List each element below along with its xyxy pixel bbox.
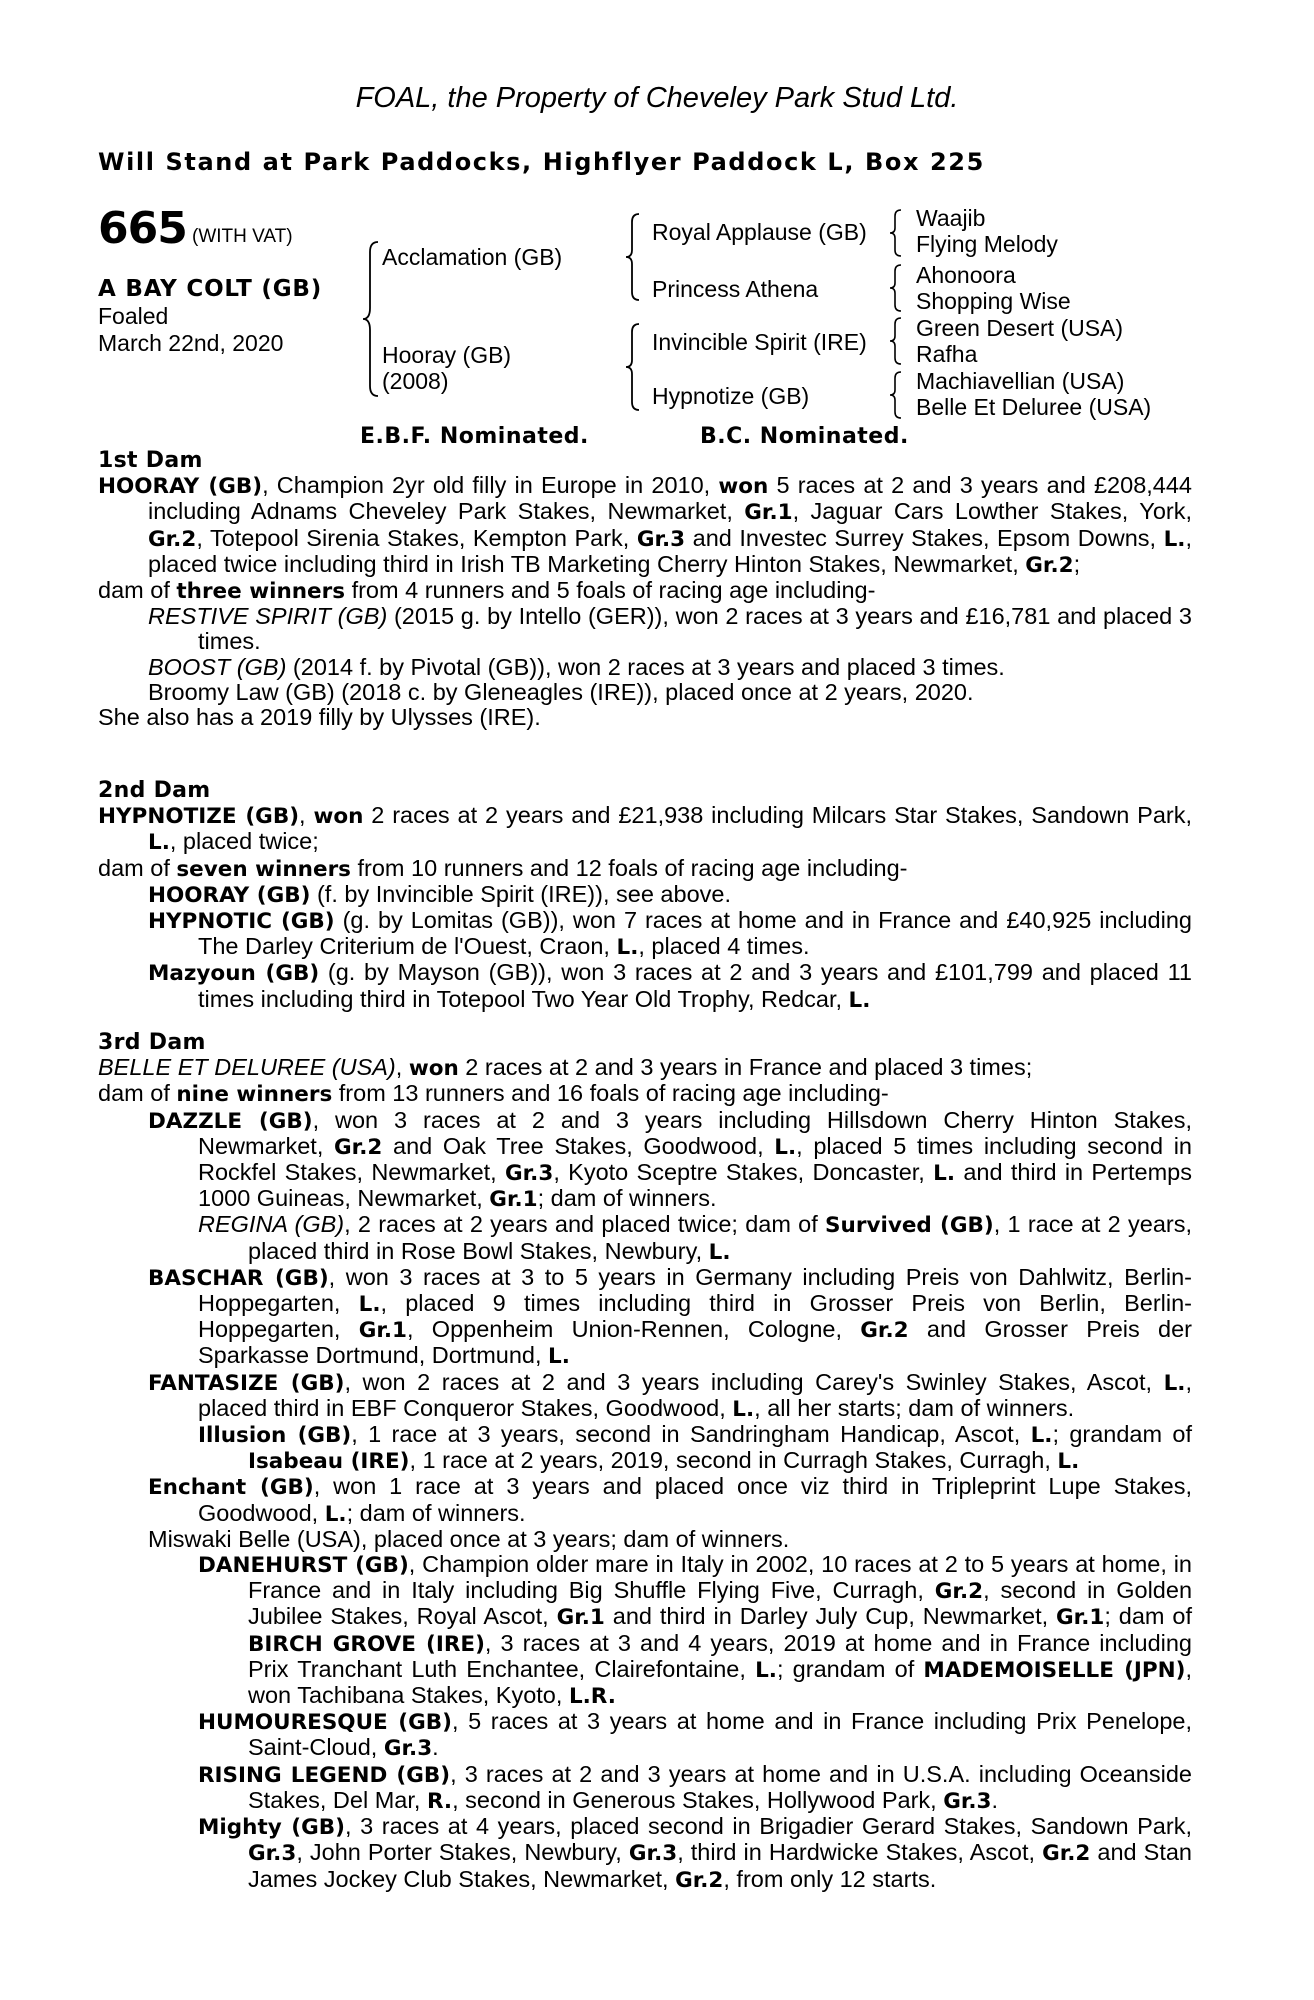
ancestor-1: Waajib <box>916 205 986 231</box>
vat-note: (WITH VAT) <box>192 226 293 247</box>
lot-number: 665 <box>98 203 187 254</box>
ancestor-2: Flying Melody <box>916 231 1058 257</box>
pedigree-brace-sire-dam <box>360 240 384 398</box>
offspring-rising-legend: RISING LEGEND (GB), 3 races at 2 and 3 years at home and in U.S.A. including Oceanside Stakes, Del Mar, R., second in Generous Stakes, Hollywood Park, Gr.3. <box>198 1760 1192 1814</box>
pedigree-brace-g2 <box>888 263 904 313</box>
second-dam-section <box>98 778 1192 1013</box>
offspring-danehurst: DANEHURST (GB), Champion older mare in Italy in 2002, 10 races at 2 to 5 years at home, in France and in Italy including Big Shuffle Flying Five, Curragh, Gr.2, second in Golden Jubilee Stakes, Royal Ascot, Gr.1 and third in Darley July Cup, Newmarket, Gr.1; dam of BIRCH GROVE (IRE), 3 races at 3 and 4 years, 2019 at home and in France including Prix Tranchant Luth Enchantee, Clairefontaine, L.; grandam of MADEMOISELLE (JPN), won Tachibana Stakes, Kyoto, L.R. <box>198 1551 1193 1710</box>
second-dam-heading: 2nd Dam <box>98 778 211 803</box>
pedigree-brace-dam-line <box>623 322 645 412</box>
offspring-humouresque: HUMOURESQUE (GB), 5 races at 3 years at home and in France including Prix Penelope, Saint-Cloud, Gr.3. <box>198 1708 1193 1762</box>
second-dam-offspring-1: HOORAY (GB) (f. by Invincible Spirit (IRE)), see above. <box>148 880 731 908</box>
foaled-date: March 22nd, 2020 <box>98 330 284 356</box>
page-title: FOAL, the Property of Cheveley Park Stud Ltd. <box>355 82 959 114</box>
second-dam-produce-summary: dam of seven winners from 10 runners and 12 foals of racing age including- <box>98 854 908 882</box>
first-dam-produce-summary: dam of three winners from 4 runners and 5 foals of racing age including- <box>98 577 876 605</box>
first-dam-note: She also has a 2019 filly by Ulysses (IRE). <box>98 704 541 731</box>
second-dam-record: HYPNOTIZE (GB), won 2 races at 2 years and £21,938 including Milcars Star Stakes, Sandown Park, L., placed twice; <box>98 802 1192 856</box>
stabling-location: Will Stand at Park Paddocks, Highflyer Paddock L, Box 225 <box>98 148 985 176</box>
dam-dam-name: Hypnotize (GB) <box>652 383 810 409</box>
foaled-label: Foaled <box>98 303 169 329</box>
offspring-baschar: BASCHAR (GB), won 3 races at 3 to 5 years in Germany including Preis von Dahlwitz, Berlin-Hoppegarten, L., placed 9 times including third in Grosser Preis von Berlin, Berlin-Hoppegarten, Gr.1, Oppenheim Union-Rennen, Cologne, Gr.2 and Grosser Preis der Sparkasse Dortmund, Dortmund, L. <box>148 1263 1192 1370</box>
bc-nomination: B.C. Nominated. <box>700 424 909 449</box>
offspring-mighty: Mighty (GB), 3 races at 4 years, placed second in Brigadier Gerard Stakes, Sandown Park, Gr.3, John Porter Stakes, Newbury, Gr.3, third in Hardwicke Stakes, Ascot, Gr.2 and Stan James Jockey Club Stakes, Newmarket, Gr.2, from only 12 starts. <box>198 1813 1193 1893</box>
second-dam-offspring-2: HYPNOTIC (GB) (g. by Lomitas (GB)), won 7 races at home and in France and £40,925 including The Darley Criterium de l'Ouest, Craon, L., placed 4 times. <box>148 907 1192 961</box>
ancestor-4: Shopping Wise <box>916 288 1071 314</box>
first-dam-heading: 1st Dam <box>98 448 203 473</box>
third-dam-produce-summary: dam of nine winners from 13 runners and 16 foals of racing age including- <box>98 1080 889 1108</box>
dam-foaling-year: (2008) <box>382 368 449 394</box>
first-dam-name: HOORAY (GB) <box>98 474 263 500</box>
first-dam-offspring-2: BOOST (GB) (2014 f. by Pivotal (GB)), won 2 races at 3 years and placed 3 times. <box>148 653 1005 680</box>
pedigree-brace-g1 <box>888 208 904 258</box>
third-dam-name: BELLE ET DELUREE (USA) <box>98 1054 396 1081</box>
offspring-enchant: Enchant (GB), won 1 race at 3 years and placed once viz third in Tripleprint Lupe Stakes, Goodwood, L.; dam of winners. <box>148 1473 1192 1527</box>
pedigree-brace-g4 <box>888 370 904 420</box>
third-dam-heading: 3rd Dam <box>98 1030 206 1055</box>
ebf-nomination: E.B.F. Nominated. <box>360 424 589 449</box>
ancestor-6: Rafha <box>916 341 978 367</box>
third-dam-section <box>98 1030 1192 1893</box>
dam-sire-name: Invincible Spirit (IRE) <box>652 329 867 355</box>
sire-dam-name: Princess Athena <box>652 276 819 302</box>
pedigree-brace-g3 <box>888 316 904 366</box>
sire-name: Acclamation (GB) <box>382 244 563 270</box>
first-dam-offspring-3: Broomy Law (GB) (2018 c. by Gleneagles (IRE)), placed once at 2 years, 2020. <box>148 678 974 705</box>
ancestor-5: Green Desert (USA) <box>916 315 1124 341</box>
third-dam-record: BELLE ET DELUREE (USA), won 2 races at 2 and 3 years in France and placed 3 times; <box>98 1054 1033 1082</box>
second-dam-name: HYPNOTIZE (GB) <box>98 804 300 830</box>
offspring-dazzle: DAZZLE (GB), won 3 races at 2 and 3 years including Hillsdown Cherry Hinton Stakes, Newmarket, Gr.2 and Oak Tree Stakes, Goodwood, L., placed 5 times including second in Rockfel Stakes, Newmarket, Gr.3, Kyoto Sceptre Stakes, Doncaster, L. and third in Pertemps 1000 Guineas, Newmarket, Gr.1; dam of winners. <box>148 1106 1193 1213</box>
ancestor-8: Belle Et Deluree (USA) <box>916 394 1152 420</box>
ancestor-7: Machiavellian (USA) <box>916 368 1125 394</box>
sire-sire-name: Royal Applause (GB) <box>652 219 867 245</box>
offspring-fantasize: FANTASIZE (GB), won 2 races at 2 and 3 years including Carey's Swinley Stakes, Ascot, L., placed third in EBF Conqueror Stakes, Goodwood, L., all her starts; dam of winners. <box>148 1368 1193 1422</box>
first-dam-section <box>98 448 1192 730</box>
pedigree-brace-sire-line <box>623 212 645 302</box>
offspring-regina: REGINA (GB), 2 races at 2 years and placed twice; dam of Survived (GB), 1 race at 2 years, placed third in Rose Bowl Stakes, Newbury, L. <box>198 1211 1193 1265</box>
second-dam-offspring-3: Mazyoun (GB) (g. by Mayson (GB)), won 3 races at 2 and 3 years and £101,799 and placed 11 times including third in Totepool Two Year Old Trophy, Redcar, L. <box>148 959 1192 1013</box>
dam-name: Hooray (GB) <box>382 342 512 368</box>
ancestor-3: Ahonoora <box>916 262 1016 288</box>
first-dam-offspring-1: RESTIVE SPIRIT (GB) (2015 g. by Intello (GER)), won 2 races at 3 years and £16,781 and placed 3 times. <box>148 603 1192 655</box>
first-dam-record: HOORAY (GB), Champion 2yr old filly in Europe in 2010, won 5 races at 2 and 3 years and £208,444 including Adnams Cheveley Park Stakes, Newmarket, Gr.1, Jaguar Cars Lowther Stakes, York, Gr.2, Totepool Sirenia Stakes, Kempton Park, Gr.3 and Investec Surrey Stakes, Epsom Downs, L., placed twice including third in Irish TB Marketing Cherry Hinton Stakes, Newmarket, Gr.2; <box>98 472 1193 578</box>
offspring-miswaki-belle: Miswaki Belle (USA), placed once at 3 years; dam of winners. <box>148 1525 790 1552</box>
lot-description: A BAY COLT (GB) <box>98 276 323 302</box>
offspring-illusion: Illusion (GB), 1 race at 3 years, second in Sandringham Handicap, Ascot, L.; grandam of Isabeau (IRE), 1 race at 2 years, 2019, second in Curragh Stakes, Curragh, L. <box>198 1421 1192 1475</box>
